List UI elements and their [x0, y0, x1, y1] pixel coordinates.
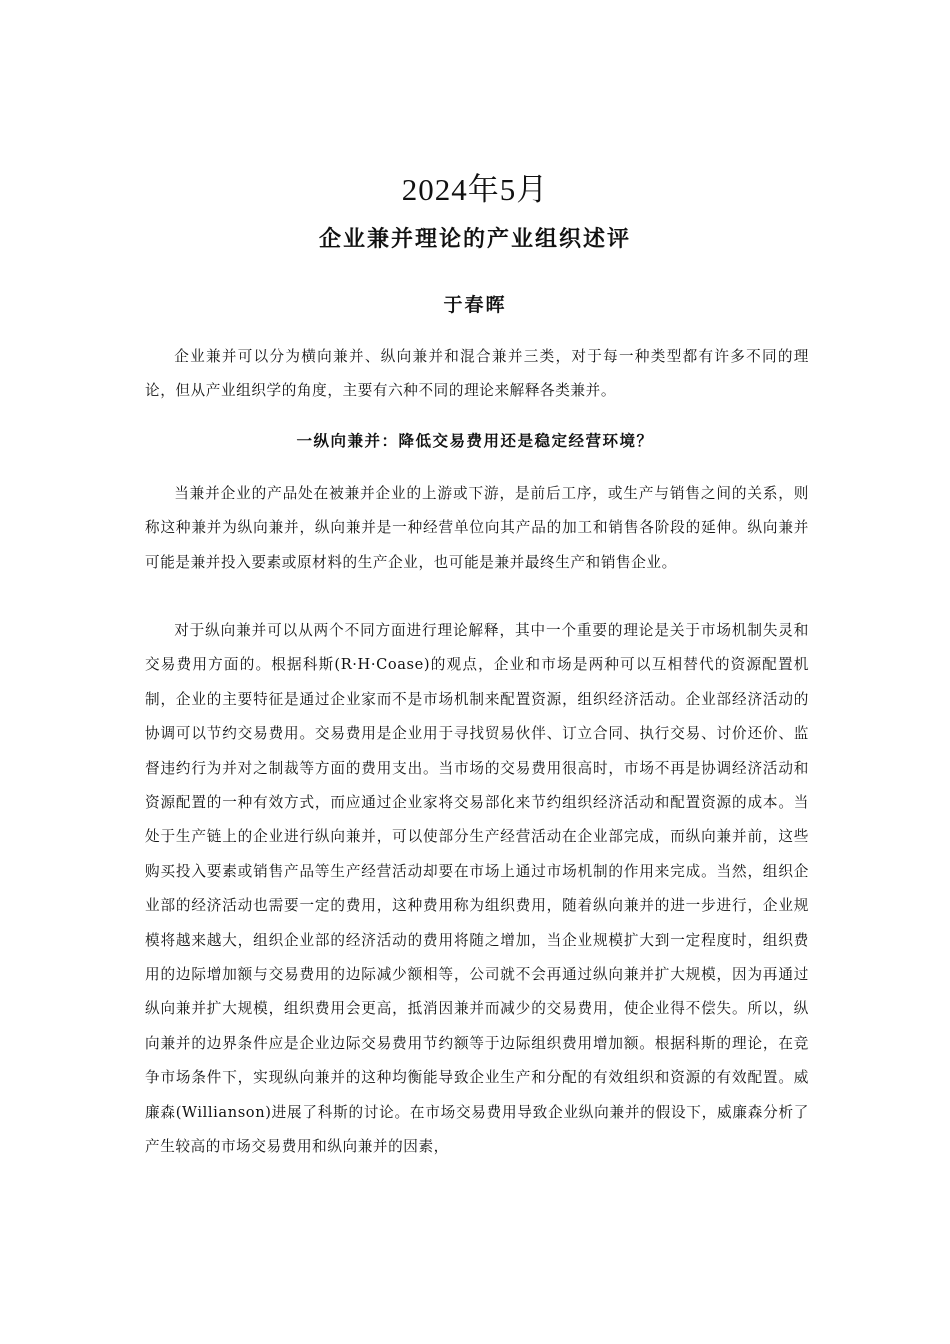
- intro-paragraph: 企业兼并可以分为横向兼并、纵向兼并和混合兼并三类，对于每一种类型都有许多不同的理论，但从产业组织学的角度，主要有六种不同的理论来解释各类兼并。: [145, 348, 809, 400]
- document-author: 于春晖: [443, 294, 507, 316]
- body-paragraph: 对于纵向兼并可以从两个不同方面进行理论解释，其中一个重要的理论是关于市场机制失灵和交易费用方面的。根据科斯(R·H·Coase)的观点，企业和市场是两种可以互相替代的资源配置机制，企业的主要特征是通过企业家而不是市场机制来配置资源，组织经济活动。企业部经济活动的协调可以节约交易费用。交易费用是企业用于寻找贸易伙伴、订立合同、执行交易、讨价还价、监督违约行为并对之制裁等方面的费用支出。当市场的交易费用很高时，市场不再是协调经济活动和资源配置的一种有效方式，而应通过企业家将交易部化来节约组织经济活动和配置资源的成本。当处于生产链上的企业进行纵向兼并，可以使部分生产经营活动在企业部完成，而纵向兼并前，这些购买投入要素或销售产品等生产经营活动却要在市场上通过市场机制的作用来完成。当然，组织企业部的经济活动也需要一定的费用，这种费用称为组织费用，随着纵向兼并的进一步进行，企业规模将越来越大，组织企业部的经济活动的费用将随之增加，当企业规模扩大到一定程度时，组织费用的边际增加额与交易费用的边际减少额相等，公司就不会再通过纵向兼并扩大规模，因为再通过纵向兼并扩大规模，组织费用会更高，抵消因兼并而减少的交易费用，使企业得不偿失。所以，纵向兼并的边界条件应是企业边际交易费用节约额等于边际组织费用增加额。根据科斯的理论，在竞争市场条件下，实现纵向兼并的这种均衡能导致企业生产和分配的有效组织和资源的有效配置。威廉森(Willianson)进展了科斯的讨论。在市场交易费用导致企业纵向兼并的假设下，威廉森分析了产生较高的市场交易费用和纵向兼并的因素，: [145, 622, 809, 1156]
- section-heading: 一纵向兼并：降低交易费用还是稳定经营环境？: [296, 432, 654, 450]
- document-date: 2024年5月: [401, 172, 549, 207]
- document-title: 企业兼并理论的产业组织述评: [318, 227, 631, 252]
- body-paragraph: 当兼并企业的产品处在被兼并企业的上游或下游，是前后工序，或生产与销售之间的关系，则称这种兼并为纵向兼并，纵向兼并是一种经营单位向其产品的加工和销售各阶段的延伸。纵向兼并可能是兼并投入要素或原材料的生产企业，也可能是兼并最终生产和销售企业。: [145, 485, 809, 571]
